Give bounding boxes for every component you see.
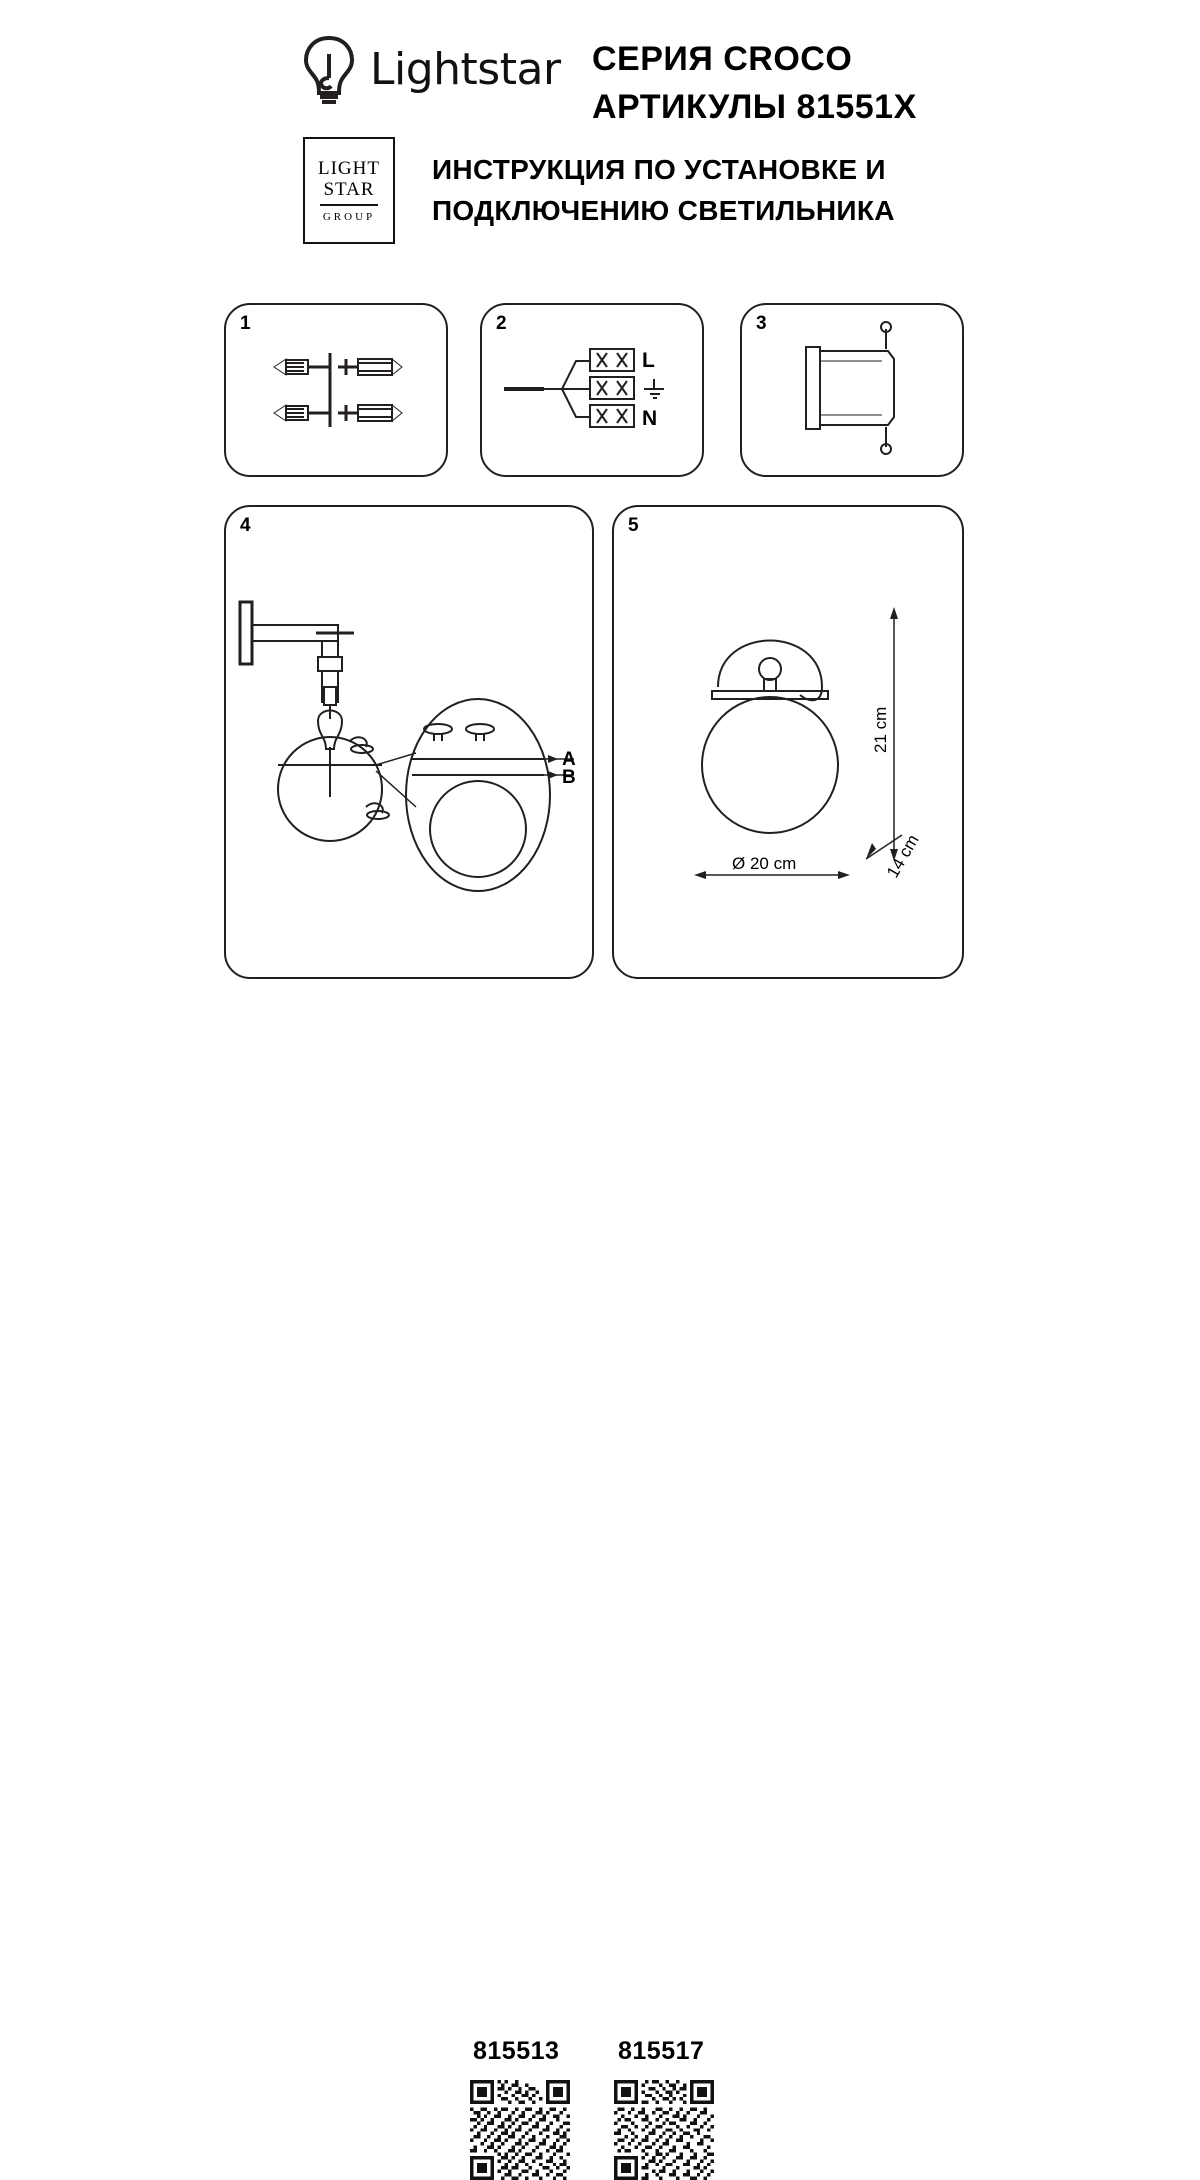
terminal-label-n: N	[642, 407, 658, 430]
product-code-1: 815513	[473, 2037, 560, 2065]
step-number-3: 3	[756, 313, 767, 334]
step-panel-3	[740, 303, 964, 477]
product-code-2: 815517	[618, 2037, 705, 2065]
logo-line-3: GROUP	[322, 211, 376, 224]
step-panel-4	[224, 505, 594, 979]
callout-label-a: A	[562, 749, 576, 770]
logo-line-1: LIGHT	[318, 157, 380, 179]
step-4-diagram	[226, 507, 588, 973]
step-panel-5	[612, 505, 964, 979]
instruction-line-1: ИНСТРУКЦИЯ ПО УСТАНОВКЕ И	[432, 154, 886, 185]
lightstar-group-logo	[303, 137, 395, 244]
series-title: СЕРИЯ CROCO	[592, 40, 853, 78]
terminal-label-l: L	[642, 349, 655, 372]
step-panel-1	[224, 303, 448, 477]
dimension-height: 21 cm	[871, 706, 890, 753]
brand-name: Lightstar	[370, 43, 561, 95]
step-number-1: 1	[240, 313, 251, 334]
series-block	[592, 40, 1012, 127]
lightstar-bulb-logo-icon	[298, 34, 360, 104]
qr-code-815513[interactable]	[470, 2080, 570, 2180]
article-title: АРТИКУЛЫ 81551X	[592, 88, 917, 126]
step-2-diagram	[482, 305, 698, 471]
qr-code-815517[interactable]	[614, 2080, 714, 2180]
document-header	[0, 18, 1200, 128]
step-1-diagram	[226, 305, 442, 471]
step-number-4: 4	[240, 515, 251, 536]
instruction-line-2: ПОДКЛЮЧЕНИЮ СВЕТИЛЬНИКА	[432, 194, 895, 226]
step-5-diagram	[614, 507, 958, 973]
dimension-diameter: Ø 20 cm	[732, 854, 797, 873]
dimension-depth: 14 cm	[883, 831, 923, 881]
logo-divider	[320, 204, 378, 206]
brand-lockup	[298, 34, 561, 104]
instruction-title	[432, 150, 1052, 231]
logo-line-2: STAR	[323, 178, 375, 200]
step-panel-2	[480, 303, 704, 477]
step-number-2: 2	[496, 313, 507, 334]
callout-label-b: B	[562, 767, 576, 788]
step-number-5: 5	[628, 515, 639, 536]
step-3-diagram	[742, 305, 958, 471]
